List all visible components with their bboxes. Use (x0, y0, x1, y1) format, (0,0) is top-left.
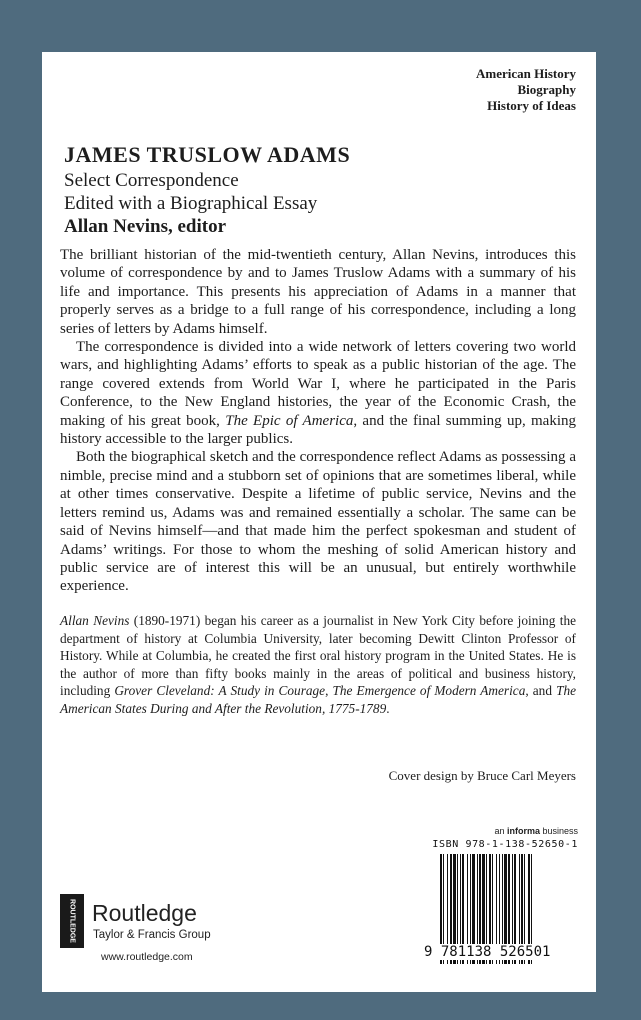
category-biography: Biography (517, 82, 576, 97)
routledge-logo-icon: ROUTLEDGE (60, 894, 84, 948)
bio-book-1: Grover Cleveland: A Study in Courage (114, 683, 326, 699)
subject-categories (476, 66, 576, 114)
book-subtitle-edited: Edited with a Biographical Essay (64, 193, 318, 214)
publisher-url: www.routledge.com (101, 951, 193, 963)
editor-name: Allan Nevins, editor (64, 216, 227, 237)
cover-design-credit: Cover design by Bruce Carl Meyers (388, 768, 576, 783)
informa-tagline: an informa business (494, 826, 578, 836)
description-paragraph-1: The brilliant historian of the mid-twentieth century, Allan Nevins, introduces this volume of correspondence by and to James Truslow Adams with a summary of his life and importance. This presents his appreciation of Adams in a manner that properly serves as a bridge to a full range of his correspondence, including a long series of letters by Adams himself. (60, 247, 576, 337)
publisher-group: Taylor & Francis Group (93, 929, 211, 941)
category-history-of-ideas: History of Ideas (487, 98, 576, 113)
book-reference-epic: The Epic of America (225, 412, 354, 429)
publisher-name: Routledge (92, 900, 197, 926)
category-american-history: American History (475, 66, 576, 81)
book-title: JAMES TRUSLOW ADAMS (64, 142, 351, 167)
bio-author-name: Allan Nevins (60, 613, 130, 628)
description-paragraph-3: Both the biographical sketch and the correspondence reflect Adams as possessing a nimble, precise mind and a stubborn set of opinions that are sometimes liberal, while at other times conservative. Despite a lifetime of public service, Nevins and the letters remind us, Adams was and remained essentially a scholar. The same can be said of Nevins himself—and that made him the perfect spokesman and student of Adams’ writings. For those to whom the meshing of solid American history and public service are of interest this will be an unusual, but entirely worthwhile experience. (60, 449, 576, 595)
bio-book-3: The American States During and After the Revolution, 1775-1789 (60, 683, 577, 716)
book-description (60, 246, 576, 596)
bio-book-2: The Emergence of Modern America (332, 683, 526, 699)
barcode-digits: 9 781138 526501 (424, 944, 551, 960)
isbn-label: ISBN 978-1-138-52650-1 (432, 839, 578, 850)
back-cover (42, 52, 596, 992)
book-subtitle: Select Correspondence (64, 170, 239, 191)
author-bio: Allan Nevins (1890-1971) began his career as a journalist in New York City before joining the department of history at Columbia University, later becoming Dewitt Clinton Professor of History. While at Columbia, he created the first oral history program in the United States. He is the author of more than fifty books mainly in the areas of political and business history, including Grover Cleveland: A Study in Courage, The Emergence of Modern America, and The American States During and After the Revolution, 1775-1789. (60, 613, 577, 716)
description-paragraph-2: The correspondence is divided into a wide network of letters covering two world wars, and highlighting Adams’ efforts to speak as a public historian of the age. The range covered extends from World War I, where he participated in the Paris Conference, to the New England histories, the year of the Economic Crash, the making of his great book, The Epic of America, and the final summing up, making history accessible to the larger publics. (60, 339, 576, 448)
